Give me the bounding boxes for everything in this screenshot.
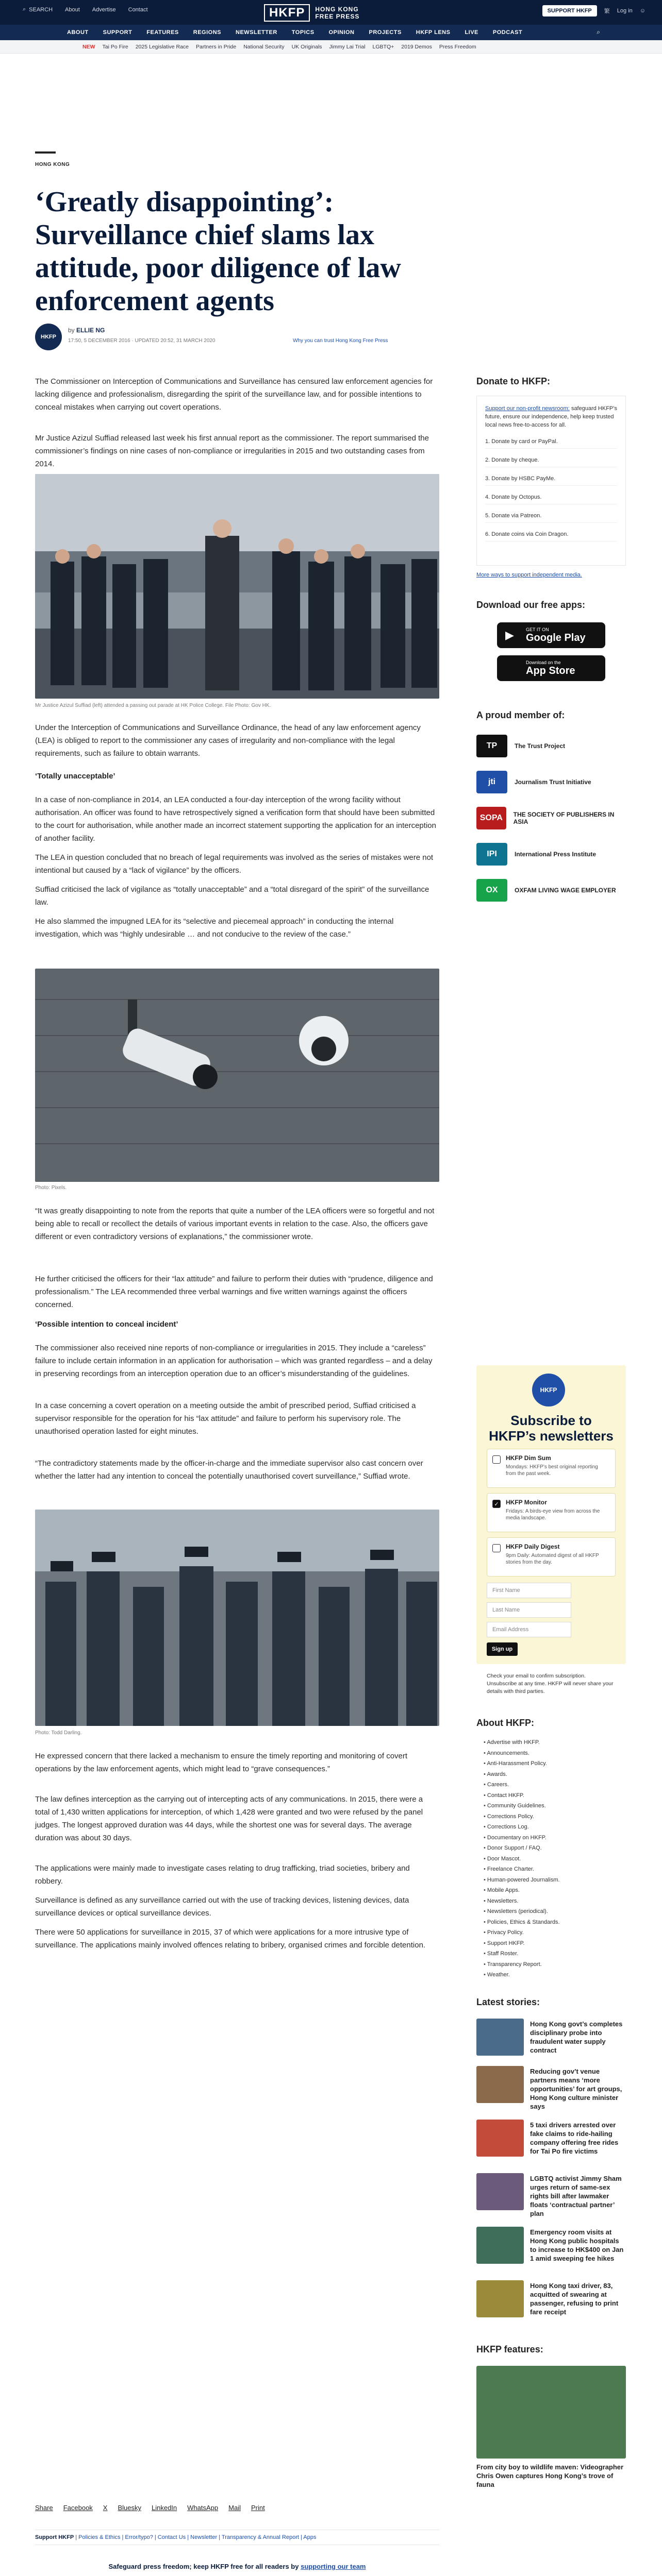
new-badge: NEW bbox=[82, 44, 95, 50]
article-category[interactable]: HONG KONG bbox=[35, 162, 70, 167]
user-icon[interactable]: ☺ bbox=[639, 8, 646, 14]
last-name-input[interactable]: Last Name bbox=[487, 1602, 571, 1618]
story-thumbnail bbox=[476, 2227, 524, 2264]
nav-features[interactable]: FEATURES bbox=[146, 29, 179, 36]
main-nav bbox=[0, 25, 662, 40]
share-x[interactable]: X bbox=[103, 2504, 108, 2512]
about-link[interactable]: • Corrections Policy. bbox=[484, 1811, 623, 1822]
kicker-rule bbox=[35, 151, 56, 154]
checkbox[interactable] bbox=[492, 1544, 501, 1552]
nav-live[interactable]: LIVE bbox=[465, 29, 478, 36]
about-link[interactable]: • Advertise with HKFP. bbox=[484, 1737, 623, 1748]
share-links bbox=[35, 2504, 265, 2512]
search-link[interactable]: ⌕ SEARCH bbox=[23, 6, 53, 13]
latest-story[interactable]: 5 taxi drivers arrested over fake claims to ride-hailing company offering free rides for Tai Po fire victims bbox=[476, 2120, 626, 2161]
article-paragraph: He further criticised the officers for their “lax attitude” and failure to perform their duties with “prudence, diligence and professionalism.” The LEA recommended three verbal warnings and five written warnings against the officers concerned. bbox=[35, 1275, 433, 1309]
story-thumbnail bbox=[476, 2066, 524, 2103]
publish-date: 17:50, 5 DECEMBER 2016 · UPDATED 20:52, 31 MARCH 2020 bbox=[68, 338, 216, 344]
nav-newsletter[interactable]: NEWSLETTER bbox=[236, 29, 277, 36]
newsletter-signup bbox=[476, 1365, 626, 1664]
why-trust-link[interactable]: Why you can trust Hong Kong Free Press bbox=[293, 338, 388, 344]
signup-button[interactable]: Sign up bbox=[487, 1642, 518, 1656]
checkbox[interactable] bbox=[492, 1455, 501, 1464]
donate-sidebar-box bbox=[476, 396, 626, 566]
subnav-item[interactable]: Tai Po Fire bbox=[102, 44, 128, 50]
about-link[interactable]: • Freelance Charter. bbox=[484, 1864, 623, 1875]
article-paragraph: The LEA in question concluded that no breach of legal requirements was involved as the series of mistakes were not intentional but caused by a “lack of vigilance” by the officers. bbox=[35, 853, 434, 875]
support-links bbox=[35, 2530, 439, 2545]
article-headline: ‘Greatly disappointing’: Surveillance chief slams lax attitude, poor diligence of law enforcement agents bbox=[35, 186, 401, 317]
article-paragraph: In a case of non-compliance in 2014, an LEA conducted a four-day interception of the wrong facility without authorisation. An officer was found to have retrospectively signed a verification form that should have been submitted to the court for authorisation, while another made an incorrect statement supporting the application for an interception of another facility. bbox=[35, 795, 436, 843]
about-link[interactable]: • Privacy Policy. bbox=[484, 1927, 623, 1938]
article-paragraph: Suffiad criticised the lack of vigilance as “totally unacceptable” and a “total disregard of the spirit” of the surveillance law. bbox=[35, 885, 429, 907]
cctv-image bbox=[35, 969, 439, 1182]
author-name[interactable]: ELLIE NG bbox=[76, 327, 105, 334]
newsletter-option[interactable]: ✓ HKFP Monitor Fridays: A birds-eye view from across the media landscape. bbox=[487, 1493, 616, 1532]
nav-support[interactable]: SUPPORT bbox=[103, 29, 133, 36]
share-linkedin[interactable]: LinkedIn bbox=[152, 2504, 177, 2512]
about-link[interactable]: • Policies, Ethics & Standards. bbox=[484, 1917, 623, 1928]
newsletter-option[interactable]: HKFP Dim Sum Mondays: HKFP’s best original reporting from the past week. bbox=[487, 1449, 616, 1488]
article-paragraph: Under the Interception of Communications and Surveillance Ordinance, the head of any law enforcement agency (LEA) is obliged to report to the commissioner any cases of irregularity and non-compliance with the legal requirements, such as failure to obtain warrants. bbox=[35, 723, 421, 758]
about-link[interactable]: • Newsletters. bbox=[484, 1896, 623, 1907]
member-sopa[interactable]: SOPA THE SOCIETY OF PUBLISHERS IN ASIA bbox=[476, 804, 626, 833]
newsletter-option[interactable]: HKFP Daily Digest 9pm Daily: Automated digest of all HKFP stories from the day. bbox=[487, 1537, 616, 1577]
support-policy-links[interactable]: | Policies & Ethics | Error/typo? | Contact Us | Newsletter | Transparency & Annual Report | Apps bbox=[75, 2534, 317, 2540]
parade-image bbox=[35, 474, 439, 699]
subnav-item[interactable]: Press Freedom bbox=[439, 44, 476, 50]
share-mail[interactable]: Mail bbox=[228, 2504, 241, 2512]
newsletter-note: Check your email to confirm subscription. Unsubscribe at any time. HKFP will never share your details with third parties. bbox=[487, 1673, 614, 1694]
about-link[interactable]: • Door Mascot. bbox=[484, 1854, 623, 1865]
nav-search-icon[interactable]: ⌕ bbox=[597, 28, 600, 36]
checkbox-checked[interactable]: ✓ bbox=[492, 1500, 501, 1508]
article-paragraph: The commissioner also received nine reports of non-compliance or irregularities in 2015. They include a “careless” failure to include certain information in an application for authorisation – which was granted regardless – and a delay in preserving recordings from an interception operation due to an officer’s misunderstanding of the guidelines. bbox=[35, 1344, 433, 1378]
first-name-input[interactable]: First Name bbox=[487, 1583, 571, 1598]
article-paragraph: Surveillance is defined as any surveillance carried out with the use of tracking devices, listening devices, data surveillance devices or optical surveillance devices. bbox=[35, 1896, 409, 1918]
nav-about[interactable]: ABOUT bbox=[67, 29, 89, 36]
newsletter-badge: HKFP bbox=[532, 1374, 565, 1406]
logo-text: HONG KONG FREE PRESS bbox=[315, 6, 360, 20]
subnav-item[interactable]: LGBTQ+ bbox=[372, 44, 394, 50]
about-link[interactable]: • Community Guidelines. bbox=[484, 1801, 623, 1811]
nav-topics[interactable]: TOPICS bbox=[291, 29, 315, 36]
article-paragraph: The law defines interception as the carrying out of intercepting acts of any communications. In 2015, there were a total of 1,430 written applications for interception, of which 1,428 were granted and two were refused by the panel judges. The longest approved duration was 44 days, while the shortest one was for several days. The average duration was about 30 days. bbox=[35, 1795, 423, 1842]
support-newsroom-link[interactable]: Support our non-profit newsroom: bbox=[485, 405, 570, 412]
member-sidebar-title: A proud member of: bbox=[476, 710, 565, 720]
site-logo[interactable] bbox=[264, 3, 392, 23]
about-link[interactable]: • Weather. bbox=[484, 1970, 623, 1980]
article-photo-parade bbox=[35, 474, 439, 699]
about-link[interactable]: • Transparency Report. bbox=[484, 1959, 623, 1970]
photo-caption: Mr Justice Azizul Suffiad (left) attended a passing out parade at HK Police College. File Photo: Gov HK. bbox=[35, 703, 271, 708]
donate-option[interactable]: 4. Donate by Octopus. bbox=[485, 490, 617, 504]
donate-option[interactable]: 2. Donate by cheque. bbox=[485, 453, 617, 467]
about-link[interactable]: • Mobile Apps. bbox=[484, 1885, 623, 1896]
share-whatsapp[interactable]: WhatsApp bbox=[187, 2504, 219, 2512]
top-bar bbox=[0, 0, 662, 25]
subnav-item[interactable]: 2025 Legislative Race bbox=[135, 44, 189, 50]
article-paragraph: There were 50 applications for surveillance in 2015, 37 of which were applications for a more intrusive type of surveillance. The applications mainly involved offences relating to bribery, organised crimes and forcible detention. bbox=[35, 1928, 426, 1950]
share-link[interactable]: Share bbox=[35, 2504, 53, 2512]
more-ways-link[interactable]: More ways to support independent media. bbox=[476, 572, 582, 578]
member-oxfam[interactable]: OX OXFAM LIVING WAGE EMPLOYER bbox=[476, 876, 626, 905]
latest-sidebar-title: Latest stories: bbox=[476, 1997, 540, 2007]
about-sidebar-title: About HKFP: bbox=[476, 1718, 534, 1728]
story-thumbnail bbox=[476, 2280, 524, 2317]
support-hkfp-button[interactable]: SUPPORT HKFP bbox=[542, 5, 597, 16]
supporting-our-team-link[interactable]: supporting our team bbox=[301, 2563, 366, 2570]
newsletter-title: Subscribe to HKFP’s newsletters bbox=[489, 1413, 614, 1444]
subnav-item[interactable]: UK Originals bbox=[291, 44, 322, 50]
nav-projects[interactable]: PROJECTS bbox=[369, 29, 402, 36]
about-link[interactable]: • Staff Roster. bbox=[484, 1948, 623, 1959]
article-paragraph: The Commissioner on Interception of Communications and Surveillance has censured law enforcement agencies for lacking diligence and professionalism, disregarding the spirit of the surveillance law, and for possible intentions to conceal mistakes when carrying out covert operations. bbox=[35, 377, 433, 412]
logo-mark: HKFP bbox=[264, 4, 310, 22]
donate-option[interactable]: 5. Donate via Patreon. bbox=[485, 509, 617, 523]
subnav-item[interactable]: Jimmy Lai Trial bbox=[329, 44, 366, 50]
promo-title: Safeguard press freedom; keep HKFP free for all readers by supporting our team bbox=[108, 2563, 366, 2570]
top-links bbox=[23, 6, 148, 13]
latest-story[interactable]: Emergency room visits at Hong Kong public hospitals to increase to HK$400 on Jan 1 amid sweeping fee hikes bbox=[476, 2227, 626, 2268]
article-paragraph: In a case concerning a covert operation on a meeting outside the ambit of prescribed period, Suffiad criticised a supervisor responsible for the operation for his “lax attitude” and failure to perform his supervisory role. The unauthorised operation lasted for eight minutes. bbox=[35, 1401, 416, 1436]
article-paragraph: The applications were mainly made to investigate cases relating to drug trafficking, triad societies, bribery and robbery. bbox=[35, 1864, 410, 1886]
google-play-icon: ▶ bbox=[505, 629, 514, 641]
photo-caption: Photo: Todd Darling. bbox=[35, 1730, 82, 1736]
about-link[interactable]: • Anti-Harassment Policy. bbox=[484, 1758, 623, 1769]
share-facebook[interactable]: Facebook bbox=[63, 2504, 93, 2512]
subnav-item[interactable]: National Security bbox=[243, 44, 285, 50]
about-link[interactable]: • Human-powered Journalism. bbox=[484, 1875, 623, 1886]
apps-sidebar-title: Download our free apps: bbox=[476, 600, 586, 610]
donate-option[interactable]: 1. Donate by card or PayPal. bbox=[485, 434, 617, 449]
photo-caption: Photo: Pixels. bbox=[35, 1185, 67, 1191]
author-line: by ELLIE NG bbox=[68, 327, 105, 334]
about-link[interactable]: • Careers. bbox=[484, 1780, 623, 1790]
about-link[interactable]: • Donor Support / FAQ. bbox=[484, 1843, 623, 1854]
search-icon: ⌕ bbox=[23, 6, 26, 12]
article-paragraph: He also slammed the impugned LEA for its “selective and piecemeal approach” in conducting the internal investigation, which was “highly undesirable … and not conducive to the review of the case.” bbox=[35, 917, 394, 939]
donate-option[interactable]: 3. Donate by HSBC PayMe. bbox=[485, 471, 617, 486]
story-thumbnail bbox=[476, 2173, 524, 2210]
share-print[interactable]: Print bbox=[251, 2504, 265, 2512]
about-link[interactable]: • Awards. bbox=[484, 1769, 623, 1780]
feature-story[interactable]: From city boy to wildlife maven: Videographer Chris Owen captures Hong Kong’s trove of fauna bbox=[476, 2366, 626, 2489]
member-ipi[interactable]: IPI International Press Institute bbox=[476, 840, 626, 869]
article-subheading: ‘Possible intention to conceal incident’ bbox=[35, 1320, 178, 1329]
sub-nav-items bbox=[82, 44, 476, 50]
feature-image bbox=[476, 2366, 626, 2459]
top-link-about[interactable]: About bbox=[65, 6, 80, 13]
member-jti[interactable]: jti Journalism Trust Initiative bbox=[476, 768, 626, 796]
article-paragraph: Mr Justice Azizul Suffiad released last week his first annual report as the commissioner. The report summarised the commissioner’s findings on nine cases of non-compliance or irregularities in 2015 and two outstanding cases from 2014. bbox=[35, 434, 429, 468]
article-photo-cctv bbox=[35, 969, 439, 1182]
share-bluesky[interactable]: Bluesky bbox=[118, 2504, 141, 2512]
sub-nav bbox=[0, 40, 662, 54]
donate-intro: Support our non-profit newsroom: safeguard HKFP’s future, ensure our independence, help keep trusted local news free-to-access for all. bbox=[485, 405, 618, 428]
login-link[interactable]: Log in bbox=[617, 8, 633, 14]
nav-opinion[interactable]: OPINION bbox=[328, 29, 355, 36]
nav-hkfp-lens[interactable]: HKFP LENS bbox=[416, 29, 451, 36]
sidebar-app-store[interactable]: Download on the App Store bbox=[497, 655, 605, 681]
story-thumbnail bbox=[476, 2120, 524, 2157]
donate-sidebar-title: Donate to HKFP: bbox=[476, 376, 550, 386]
story-thumbnail bbox=[476, 2019, 524, 2056]
about-link[interactable]: • Announcements. bbox=[484, 1748, 623, 1759]
sidebar-google-play[interactable]: ▶ GET IT ON Google Play bbox=[497, 622, 605, 648]
article-subheading: ‘Totally unacceptable’ bbox=[35, 772, 115, 781]
about-link[interactable]: • Contact HKFP. bbox=[484, 1790, 623, 1801]
about-link[interactable]: • Support HKFP. bbox=[484, 1938, 623, 1949]
byline bbox=[35, 324, 442, 352]
about-links bbox=[484, 1737, 623, 1980]
main-nav-items bbox=[67, 29, 522, 36]
article-paragraph: He expressed concern that there lacked a mechanism to ensure the timely reporting and monitoring of covert operations by the law enforcement agents, which might lead to “grave consequences.” bbox=[35, 1752, 408, 1773]
about-link[interactable]: • Corrections Log. bbox=[484, 1822, 623, 1833]
latest-story[interactable]: Hong Kong taxi driver, 83, acquitted of swearing at passenger, refusing to print fare receipt bbox=[476, 2280, 626, 2321]
member-trust-project[interactable]: TP The Trust Project bbox=[476, 732, 626, 760]
email-input[interactable]: Email Address bbox=[487, 1622, 571, 1637]
subnav-item[interactable]: 2019 Demos bbox=[401, 44, 432, 50]
apple-icon bbox=[505, 662, 519, 675]
article-paragraph: “It was greatly disappointing to note from the reports that quite a number of the LEA officers were so forgetful and not being able to recall or recollect the details of various important events in relation to the case. Also, the officers gave different or even contradictory versions of explanations,” the commissioner wrote. bbox=[35, 1207, 435, 1241]
article-paragraph: “The contradictory statements made by the officer-in-charge and the immediate supervisor also cast concern over whether the latter had any intention to conceal the potentially unauthorised covert surveillance,” Suffiad wrote. bbox=[35, 1459, 423, 1481]
support-hkfp-link[interactable]: Support HKFP bbox=[35, 2534, 74, 2540]
latest-story[interactable]: LGBTQ activist Jimmy Sham urges return of same-sex rights bill after lawmaker floats ‘contractual partner’ plan bbox=[476, 2173, 626, 2214]
police-image bbox=[35, 1510, 439, 1726]
nav-regions[interactable]: REGIONS bbox=[193, 29, 221, 36]
article-photo-police bbox=[35, 1510, 439, 1726]
latest-story[interactable]: Reducing gov’t venue partners means ‘more opportunities’ for art groups, Hong Kong culture minister says bbox=[476, 2066, 626, 2107]
language-toggle[interactable]: 繁 bbox=[604, 8, 610, 14]
about-link[interactable]: • Documentary on HKFP. bbox=[484, 1833, 623, 1843]
top-link-contact[interactable]: Contact bbox=[128, 6, 148, 13]
latest-story[interactable]: Hong Kong govt’s completes disciplinary probe into fraudulent water supply contract bbox=[476, 2019, 626, 2060]
top-right bbox=[542, 5, 646, 16]
author-avatar: HKFP bbox=[35, 324, 62, 350]
nav-podcast[interactable]: PODCAST bbox=[492, 29, 523, 36]
donate-option[interactable]: 6. Donate coins via Coin Dragon. bbox=[485, 527, 617, 541]
about-link[interactable]: • Newsletters (periodical). bbox=[484, 1906, 623, 1917]
features-sidebar-title: HKFP features: bbox=[476, 2344, 543, 2354]
top-link-advertise[interactable]: Advertise bbox=[92, 6, 116, 13]
subnav-item[interactable]: Partners in Pride bbox=[196, 44, 237, 50]
